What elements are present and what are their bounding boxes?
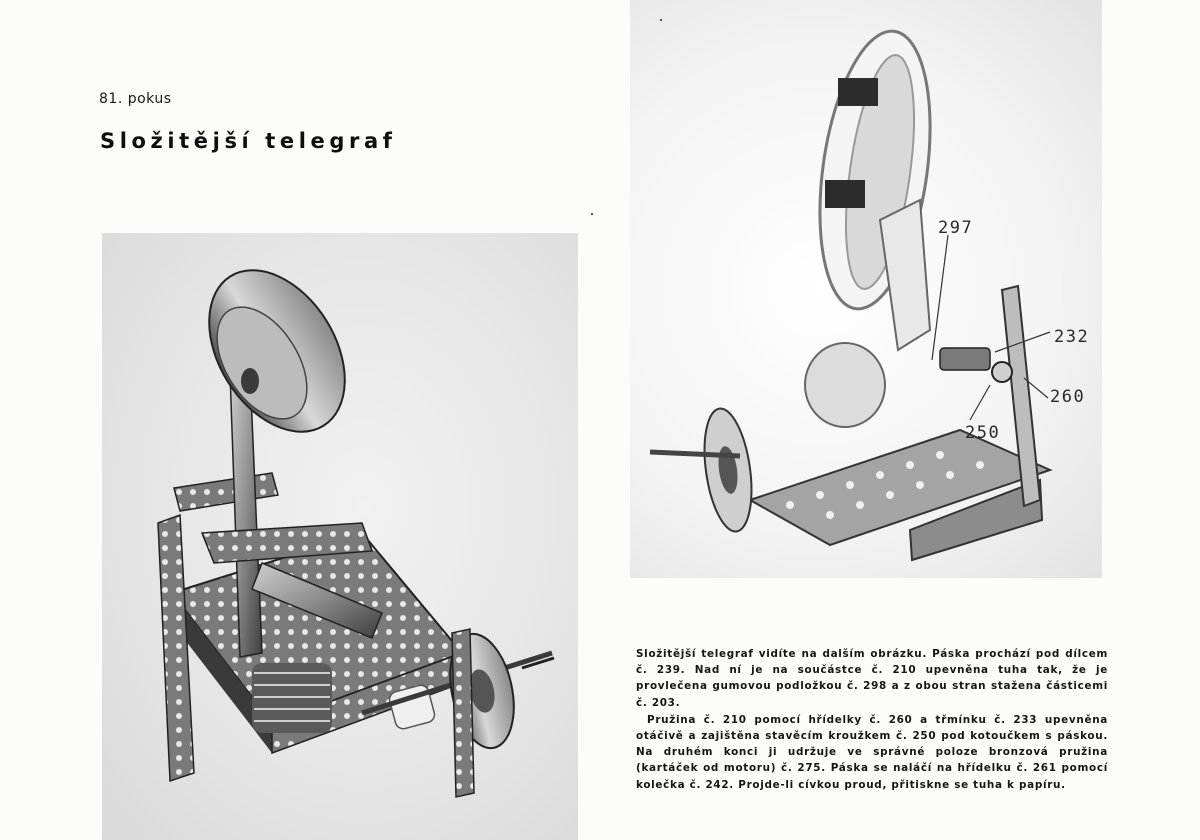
- callout-297: 297: [938, 218, 974, 238]
- clip-top-icon: [838, 78, 878, 106]
- callout-250: 250: [965, 423, 1001, 443]
- page-title: Složitější telegraf: [100, 129, 397, 153]
- telegraph-model-illustration: [102, 233, 578, 840]
- clip-bottom-icon: [825, 180, 865, 208]
- print-speck: [660, 19, 662, 21]
- description-text: [636, 646, 1108, 794]
- callout-232: 232: [1054, 327, 1090, 347]
- print-speck: [591, 213, 593, 215]
- telegraph-detail-photo-right: [630, 0, 1102, 578]
- callout-260: 260: [1050, 387, 1086, 407]
- experiment-number: 81. pokus: [99, 91, 172, 107]
- paragraph-1: Složitější telegraf vidíte na dalším obrázku. Páska prochází pod dílcem č. 239. Nad ní je na součástce č. 210 upevněna tuha tak, že je provlečena gumovou podložkou č. 298 a z obou stran stažena částicemi č. 203.: [636, 648, 1108, 709]
- paragraph-2: Pružina č. 210 pomocí hřídelky č. 260 a třmínku č. 233 upevněna otáčivě a zajištěna stavěcím kroužkem č. 250 pod kotoučkem s páskou. Na druhém konci ji udržuje ve správné poloze bronzová pružina (kartáček od motoru) č. 275. Páska se naláčí na hřídelku č. 261 pomocí kolečka č. 242. Projde-li cívkou proud, přitiskne se tuha k papíru.: [636, 713, 1108, 791]
- telegraph-photo-left: [102, 233, 578, 840]
- telegraph-detail-illustration: [630, 0, 1102, 578]
